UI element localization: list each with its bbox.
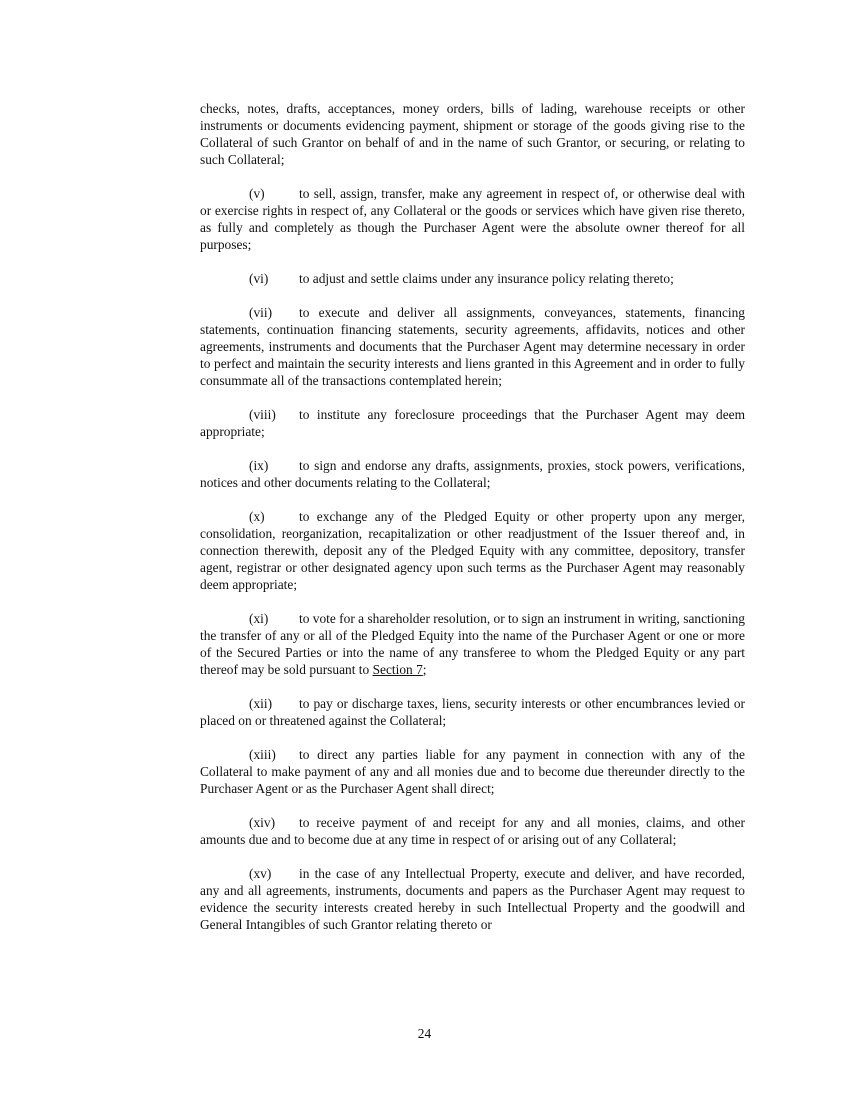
clause-text: to execute and deliver all assignments, conveyances, statements, financing statements, continuation financing statements, security agreements, affidavits, notices and other agreements, instruments and documents that the Purchaser Agent may determine necessary in order to perfect and maintain the security interests and liens granted in this Agreement and in order to fully consummate all of the transactions contemplated herein; [200, 305, 745, 388]
section-reference-link[interactable]: Section 7 [372, 662, 423, 677]
clause-vii [200, 304, 745, 389]
clause-text: to vote for a shareholder resolution, or to sign an instrument in writing, sanctioning the transfer of any or all of the Pledged Equity into the name of the Purchaser Agent or one or more of the Secured Parties or into the name of any transferee to whom the Pledged Equity or any part thereof may be sold pursuant to [200, 611, 745, 677]
clause-number: (xi) [249, 611, 269, 626]
clause-xiv [200, 814, 745, 848]
clause-vi [200, 270, 745, 287]
clause-text: to direct any parties liable for any payment in connection with any of the Collateral to make payment of any and all monies due and to become due thereunder directly to the Purchaser Agent or as the Purchaser Agent shall direct; [200, 747, 745, 796]
clause-number: (ix) [249, 458, 269, 473]
clause-text: in the case of any Intellectual Property, execute and deliver, and have recorded, any and all agreements, instruments, documents and papers as the Purchaser Agent may request to evidence the security interests created hereby in such Intellectual Property and the goodwill and General Intangibles of such Grantor relating thereto or [200, 866, 745, 932]
clause-viii [200, 406, 745, 440]
page-number: 24 [417, 1026, 432, 1041]
clause-text: to adjust and settle claims under any insurance policy relating thereto; [299, 271, 674, 286]
clause-number: (xiii) [249, 747, 276, 762]
clause-number: (v) [249, 186, 265, 201]
clause-text: to sell, assign, transfer, make any agreement in respect of, or otherwise deal with or exercise rights in respect of, any Collateral or the goods or services which have given rise thereto, as fully and completely as though the Purchaser Agent were the absolute owner thereof for all purposes; [200, 186, 745, 252]
clause-number: (x) [249, 509, 265, 524]
clause-xiii [200, 746, 745, 797]
clause-ix [200, 457, 745, 491]
clause-number: (xiv) [249, 815, 276, 830]
clause-number: (vi) [249, 271, 269, 286]
clause-number: (xv) [249, 866, 272, 881]
clause-xv [200, 865, 745, 933]
clause-text: to pay or discharge taxes, liens, security interests or other encumbrances levied or placed on or threatened against the Collateral; [200, 696, 745, 728]
clause-xii [200, 695, 745, 729]
clause-number: (xii) [249, 696, 273, 711]
clause-text: to exchange any of the Pledged Equity or other property upon any merger, consolidation, reorganization, recapitalization or other readjustment of the Issuer thereof and, in connection therewith, deposit any of the Pledged Equity with any committee, depository, transfer agent, registrar or other designated agency upon such terms as the Purchaser Agent may reasonably deem appropriate; [200, 509, 745, 592]
clause-v [200, 185, 745, 253]
clause-text: to receive payment of and receipt for any and all monies, claims, and other amounts due and to become due at any time in respect of or arising out of any Collateral; [200, 815, 745, 847]
clause-x [200, 508, 745, 593]
clause-number: (vii) [249, 305, 273, 320]
clause-text: to institute any foreclosure proceedings that the Purchaser Agent may deem appropriate; [200, 407, 745, 439]
clause-tail: ; [422, 662, 427, 677]
clause-xi [200, 610, 745, 678]
document-page [200, 100, 745, 950]
clause-number: (viii) [249, 407, 276, 422]
clause-text: to sign and endorse any drafts, assignments, proxies, stock powers, verifications, notices and other documents relating to the Collateral; [200, 458, 745, 490]
continuation-paragraph: checks, notes, drafts, acceptances, money orders, bills of lading, warehouse receipts or other instruments or documents evidencing payment, shipment or storage of the goods giving rise to the Collateral of such Grantor on behalf of and in the name of such Grantor, or securing, or relating to such Collateral; [200, 101, 745, 167]
